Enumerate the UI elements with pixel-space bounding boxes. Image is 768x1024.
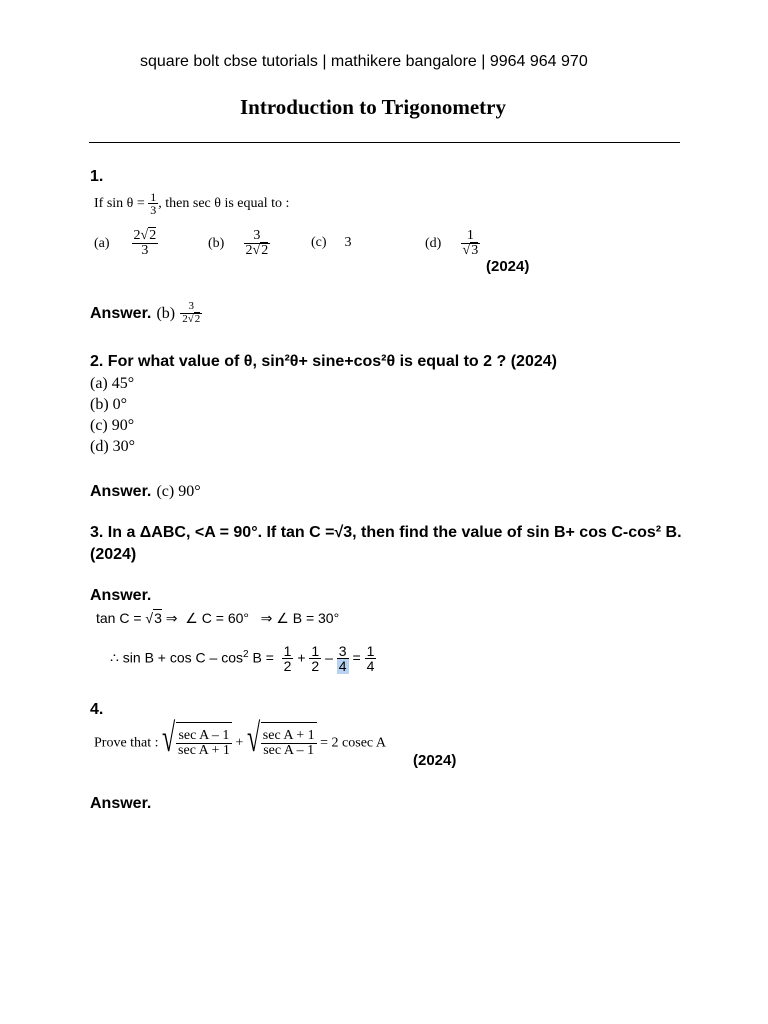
q3-fraction-2: $\frac{1}{2}$ <box>311 642 320 675</box>
q1-option-b-value: $\frac{3}{2√2}$ <box>245 227 269 259</box>
q1-option-d-value: $\frac{1}{√3}$ <box>462 227 479 259</box>
q1-answer-value: $\frac{3}{2√2}$ <box>182 300 201 325</box>
q4-plus: + <box>235 735 244 751</box>
q3-fraction-3: $\frac{3}{4}$ <box>338 642 347 675</box>
q3-line2-sup: 2 <box>243 649 249 660</box>
q4-radical-2: √ $\frac{\text{sec A + 1}}{\text{sec A – 1}}$ <box>247 722 317 765</box>
q1-option-a-value: $\frac{2√2}{3}$ <box>133 227 157 259</box>
q3-op-2: – <box>325 649 333 666</box>
q1-option-c-label: (c) <box>311 235 327 250</box>
q2-option-c: (c) 90° <box>90 417 135 434</box>
q1-option-c <box>311 235 352 251</box>
q2-stem: 2. For what value of θ, sin²θ+ sine+cos²θ is equal to 2 ? (2024) <box>90 353 557 370</box>
q1-option-d <box>425 226 480 262</box>
q2-option-d: (d) 30° <box>90 438 136 455</box>
title-divider <box>89 142 680 143</box>
q3-line2-lhs-end: B = <box>252 649 274 666</box>
q1-option-d-label: (d) <box>425 236 442 251</box>
q2-answer <box>90 481 201 501</box>
q4-radical-1: √ $\frac{\text{sec A – 1}}{\text{sec A + 1}}$ <box>162 722 232 765</box>
q1-option-a <box>94 226 158 262</box>
q1-stem-suffix: , then sec θ is equal to : <box>158 196 290 211</box>
q3-fraction-4: $\frac{1}{4}$ <box>366 642 375 675</box>
q2-option-b: (b) 0° <box>90 396 128 413</box>
q3-line1-start: tan C = <box>96 610 142 626</box>
q3-line1-radicand: 3 <box>154 610 162 626</box>
q1-option-b-label: (b) <box>208 236 225 251</box>
q3-fraction-1: $\frac{1}{2}$ <box>283 642 292 675</box>
q4-prove-label: Prove that : <box>94 735 159 751</box>
q2-answer-value: (c) 90° <box>156 483 201 500</box>
q1-option-a-label: (a) <box>94 236 110 251</box>
q3-solution-line2 <box>110 633 376 680</box>
q3-op-1: + <box>297 649 306 666</box>
q1-number: 1. <box>90 168 104 185</box>
q1-stem <box>94 187 289 221</box>
q1-stem-prefix: If sin θ = <box>94 196 145 211</box>
q3-solution-line1: tan C = √3 ⇒ ∠ C = 60° ⇒ ∠ B = 30° <box>96 610 340 626</box>
q4-year: (2024) <box>413 752 457 769</box>
q1-answer-option: (b) <box>156 305 176 322</box>
page-title: Introduction to Trigonometry <box>240 95 506 119</box>
q1-answer <box>90 296 202 331</box>
q3-line1-end: ⇒ ∠ C = 60° ⇒ ∠ B = 30° <box>165 610 340 626</box>
q3-stem-line1: 3. In a ΔABC, <A = 90°. If tan C =√3, then find the value of sin B+ cos C-cos² B. <box>90 524 682 541</box>
q1-answer-label: Answer. <box>90 305 152 322</box>
q3-stem-line2: (2024) <box>90 546 137 563</box>
q4-number: 4. <box>90 701 104 718</box>
q4-rhs: = 2 cosec A <box>320 735 386 751</box>
q1-stem-fraction: $\frac{1}{3}$ <box>150 189 157 218</box>
q1-option-c-value: 3 <box>344 235 352 250</box>
q2-answer-label: Answer. <box>90 483 152 500</box>
q3-equals: = <box>352 649 361 666</box>
page-header: square bolt cbse tutorials | mathikere bangalore | 9964 964 970 <box>140 53 588 70</box>
q4-statement <box>94 715 386 765</box>
q1-year: (2024) <box>486 258 530 275</box>
q1-option-b <box>208 226 270 262</box>
q2-option-a: (a) 45° <box>90 375 135 392</box>
q3-line2-lhs: ∴ sin B + cos C – cos <box>110 649 244 666</box>
q3-answer-label: Answer. <box>90 587 152 604</box>
q4-answer-label: Answer. <box>90 795 152 812</box>
